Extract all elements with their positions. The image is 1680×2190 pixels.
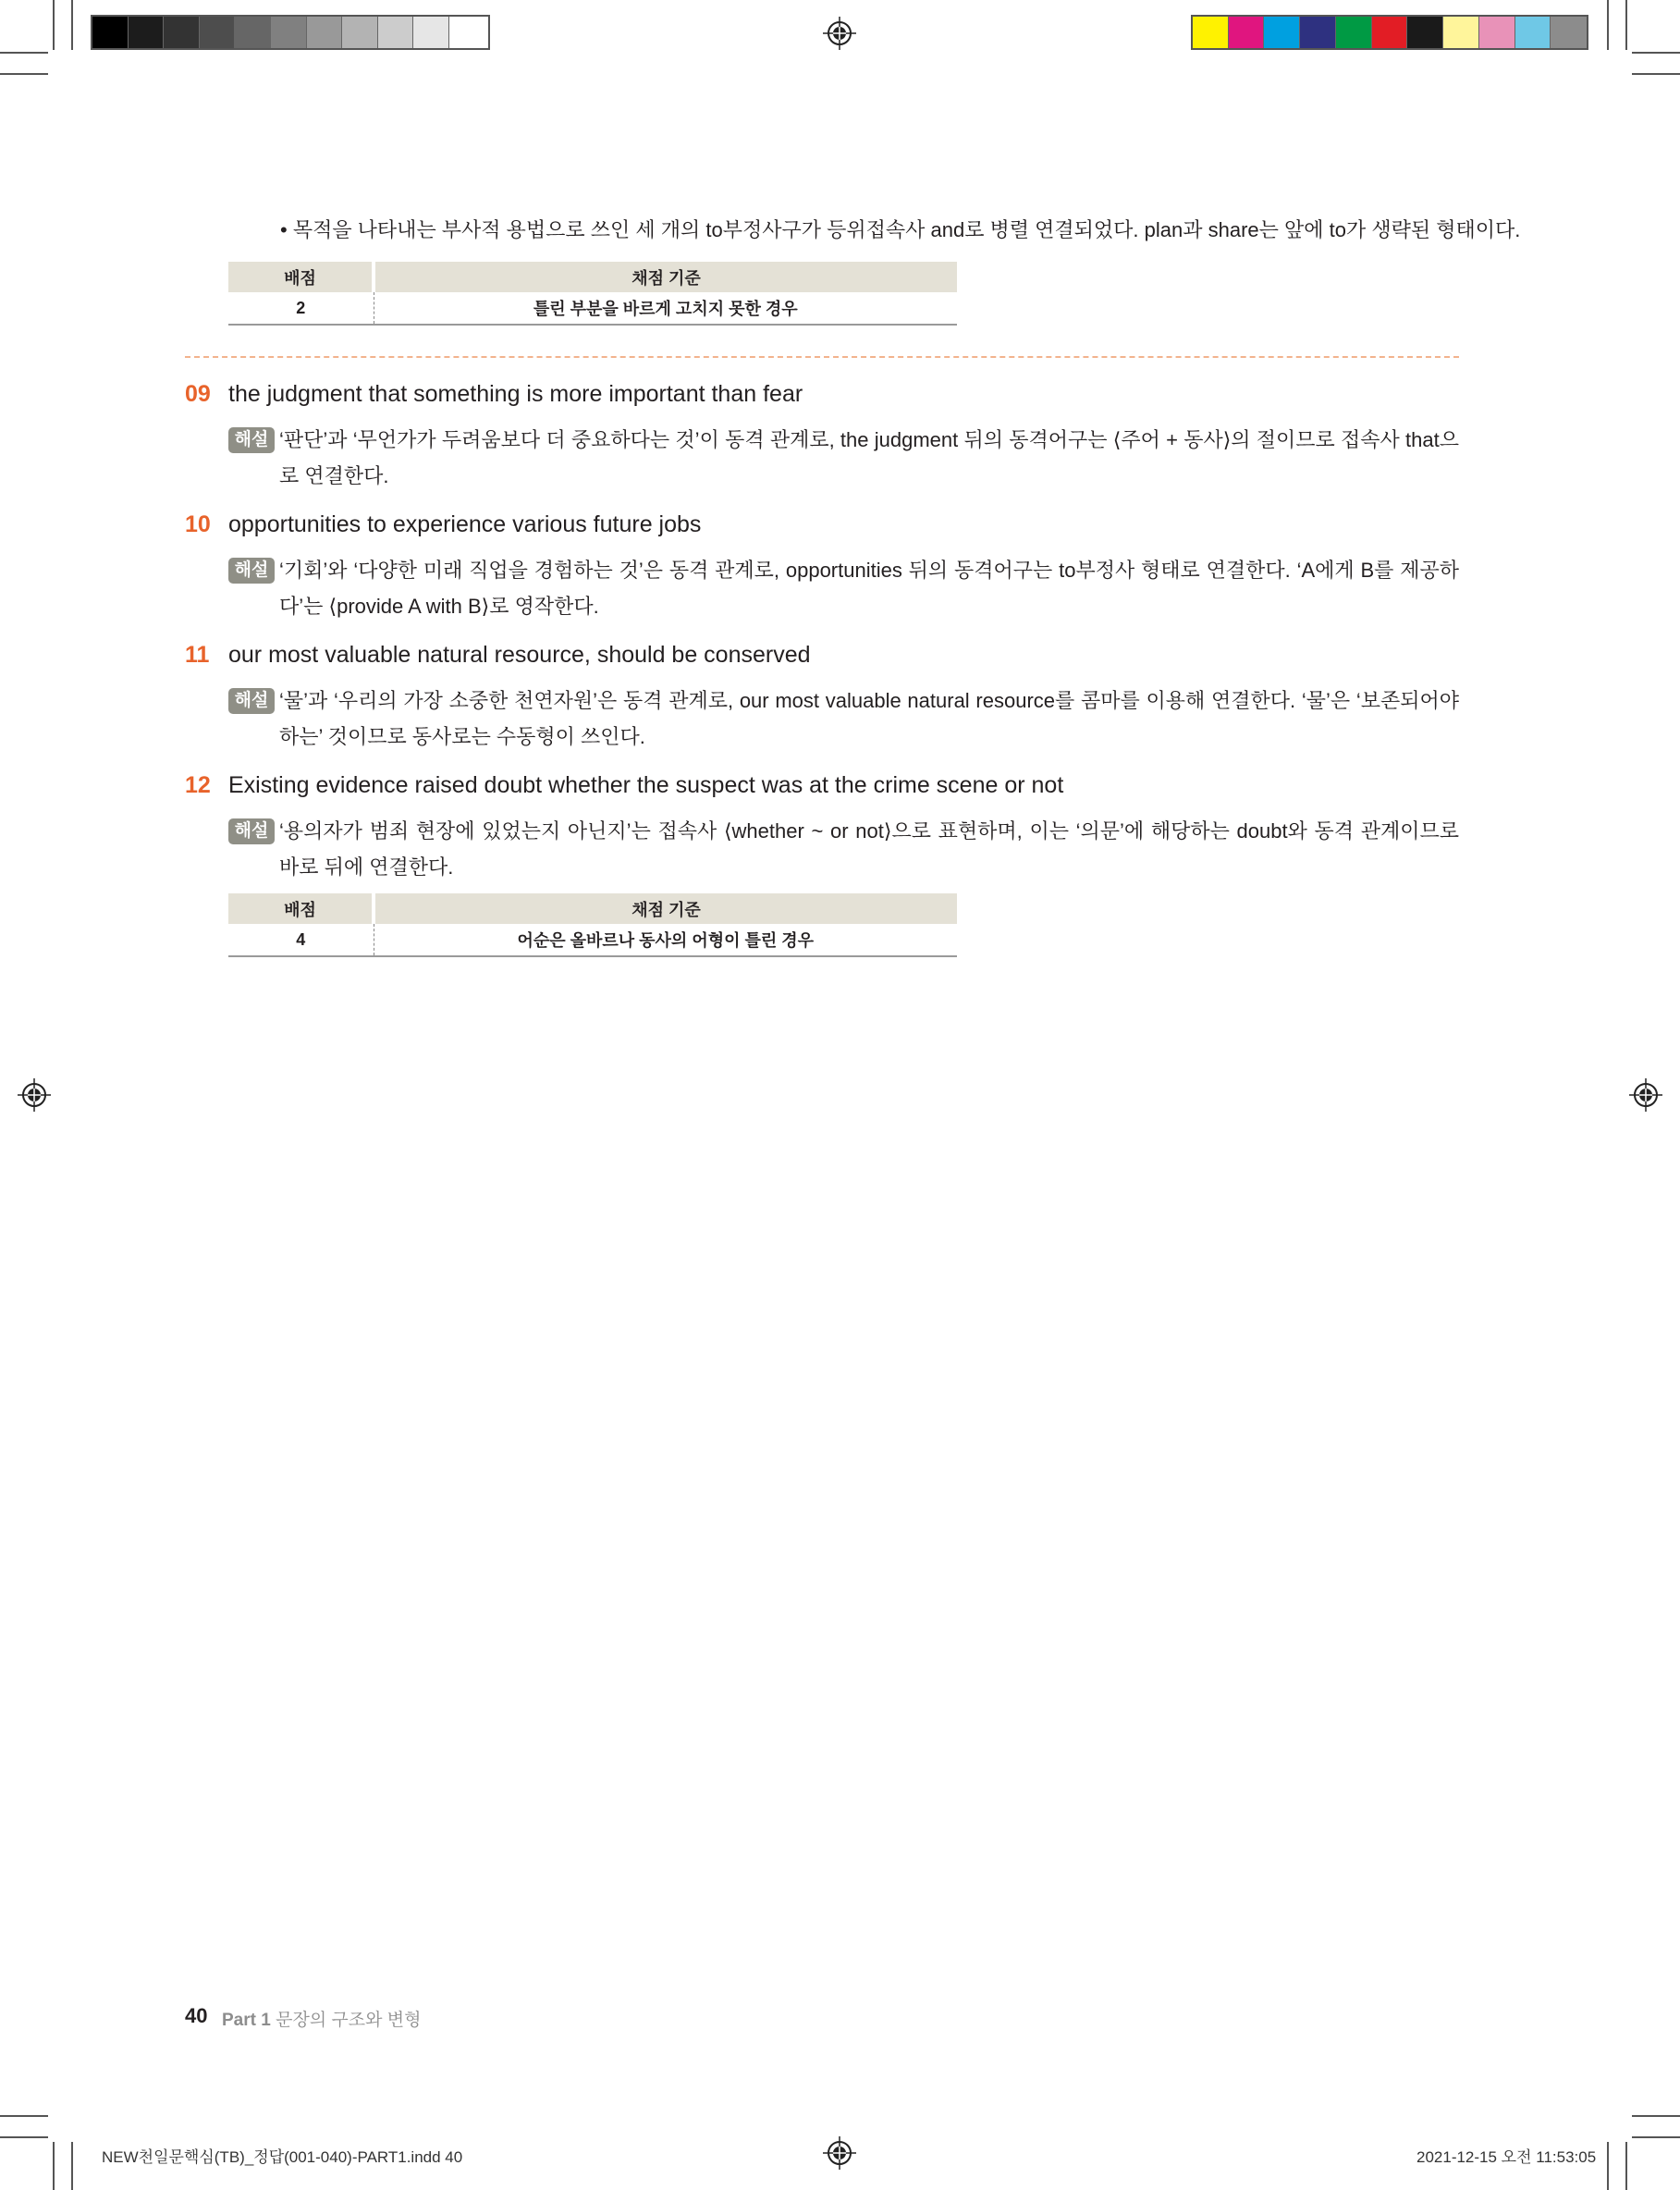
- item-explanation: ‘용의자가 범죄 현장에 있었는지 아닌지’는 접속사 ⟨whether ~ or not⟩으로 표현하며, 이는 ‘의문’에 해당하는 doubt와 동격 관계이므로 바로 뒤에 연결한다.: [279, 819, 1459, 879]
- crop-mark: [71, 2142, 73, 2190]
- crop-mark: [0, 52, 48, 54]
- color-swatch: [378, 17, 414, 48]
- registration-mark-icon: [823, 17, 856, 50]
- color-swatch: [1407, 17, 1443, 48]
- explanation-tag: 해설: [228, 558, 275, 584]
- part-title: 문장의 구조와 변형: [276, 2011, 422, 2030]
- crop-mark: [1607, 2142, 1609, 2190]
- bullet-note: • 목적을 나타내는 부사적 용법으로 쓰인 세 개의 to부정사구가 등위접속사 and로 병렬 연결되었다. plan과 share는 앞에 to가 생략된 형태이다.: [280, 218, 1521, 241]
- table-row: [228, 292, 957, 325]
- color-swatch: [1479, 17, 1515, 48]
- table-row: [228, 924, 957, 956]
- color-swatch: [92, 17, 129, 48]
- crop-mark: [1632, 2136, 1680, 2138]
- crop-mark: [1625, 0, 1627, 50]
- slug-filename: NEW천일문핵심(TB)_정답(001-040)-PART1.indd 40: [102, 2148, 463, 2166]
- crop-mark: [1607, 0, 1609, 50]
- table-header-criterion: 채점 기준: [374, 893, 957, 924]
- color-swatch: [449, 17, 485, 48]
- item-number: 11: [185, 642, 210, 668]
- color-swatch: [235, 17, 271, 48]
- grayscale-color-bar: [91, 15, 490, 50]
- table-cell-criterion: 어순은 올바르나 동사의 어형이 틀린 경우: [374, 924, 957, 956]
- color-swatch: [164, 17, 200, 48]
- color-swatch: [271, 17, 307, 48]
- registration-mark-icon: [18, 1078, 51, 1112]
- process-color-bar: [1191, 15, 1588, 50]
- item-answer: opportunities to experience various future jobs: [228, 511, 702, 537]
- item-explanation: ‘물’과 ‘우리의 가장 소중한 천연자원’은 동격 관계로, our most valuable natural resource를 콤마를 이용해 연결한다. ‘물’은 ‘보존되어야 하는’ 것이므로 동사로는 수동형이 쓰인다.: [279, 689, 1459, 748]
- crop-mark: [1632, 73, 1680, 75]
- crop-mark: [53, 2142, 55, 2190]
- scoring-table: [228, 893, 957, 957]
- color-swatch: [1336, 17, 1372, 48]
- color-swatch: [1300, 17, 1336, 48]
- color-swatch: [129, 17, 165, 48]
- item-explanation: ‘기회’와 ‘다양한 미래 직업을 경험하는 것’은 동격 관계로, opportunities 뒤의 동격어구는 to부정사 형태로 연결한다. ‘A에게 B를 제공하다’는 ⟨provide A with B⟩로 영작한다.: [279, 559, 1459, 618]
- explanation-tag: 해설: [228, 688, 275, 714]
- crop-mark: [53, 0, 55, 50]
- item-answer: the judgment that something is more important than fear: [228, 381, 803, 407]
- part-label: Part 1: [222, 2011, 271, 2030]
- registration-mark-icon: [1629, 1078, 1662, 1112]
- crop-mark: [0, 2115, 48, 2117]
- item-answer: our most valuable natural resource, should be conserved: [228, 642, 811, 668]
- crop-mark: [1632, 2115, 1680, 2117]
- registration-mark-icon: [823, 2136, 856, 2170]
- table-header-score: 배점: [228, 893, 374, 924]
- color-swatch: [1229, 17, 1265, 48]
- color-swatch: [307, 17, 343, 48]
- color-swatch: [342, 17, 378, 48]
- page-number: 40: [185, 2004, 208, 2027]
- item-number: 12: [185, 772, 211, 798]
- item-explanation: ‘판단’과 ‘무언가가 두려움보다 더 중요하다는 것’이 동격 관계로, the judgment 뒤의 동격어구는 ⟨주어 + 동사⟩의 절이므로 접속사 that으로 연결한다.: [279, 428, 1459, 487]
- color-swatch: [1264, 17, 1300, 48]
- color-swatch: [1193, 17, 1229, 48]
- color-swatch: [1515, 17, 1551, 48]
- color-swatch: [1372, 17, 1408, 48]
- crop-mark: [71, 0, 73, 50]
- scoring-table: [228, 262, 957, 326]
- explanation-tag: 해설: [228, 427, 275, 453]
- running-footer: [222, 2006, 421, 2031]
- explanation-tag: 해설: [228, 818, 275, 844]
- table-header-criterion: 채점 기준: [374, 262, 957, 292]
- color-swatch: [200, 17, 236, 48]
- crop-mark: [1632, 52, 1680, 54]
- slug-timestamp: 2021-12-15 오전 11:53:05: [1416, 2148, 1597, 2166]
- item-number: 10: [185, 511, 211, 537]
- table-cell-criterion: 틀린 부분을 바르게 고치지 못한 경우: [374, 292, 957, 325]
- color-swatch: [1551, 17, 1587, 48]
- item-answer: Existing evidence raised doubt whether the suspect was at the crime scene or not: [228, 772, 1064, 798]
- crop-mark: [0, 2136, 48, 2138]
- color-swatch: [413, 17, 449, 48]
- color-swatch: [1443, 17, 1479, 48]
- section-divider: [185, 356, 1459, 358]
- table-header-score: 배점: [228, 262, 374, 292]
- crop-mark: [0, 73, 48, 75]
- table-cell-score: 2: [228, 292, 374, 325]
- crop-mark: [1625, 2142, 1627, 2190]
- item-number: 09: [185, 381, 211, 407]
- table-cell-score: 4: [228, 924, 374, 956]
